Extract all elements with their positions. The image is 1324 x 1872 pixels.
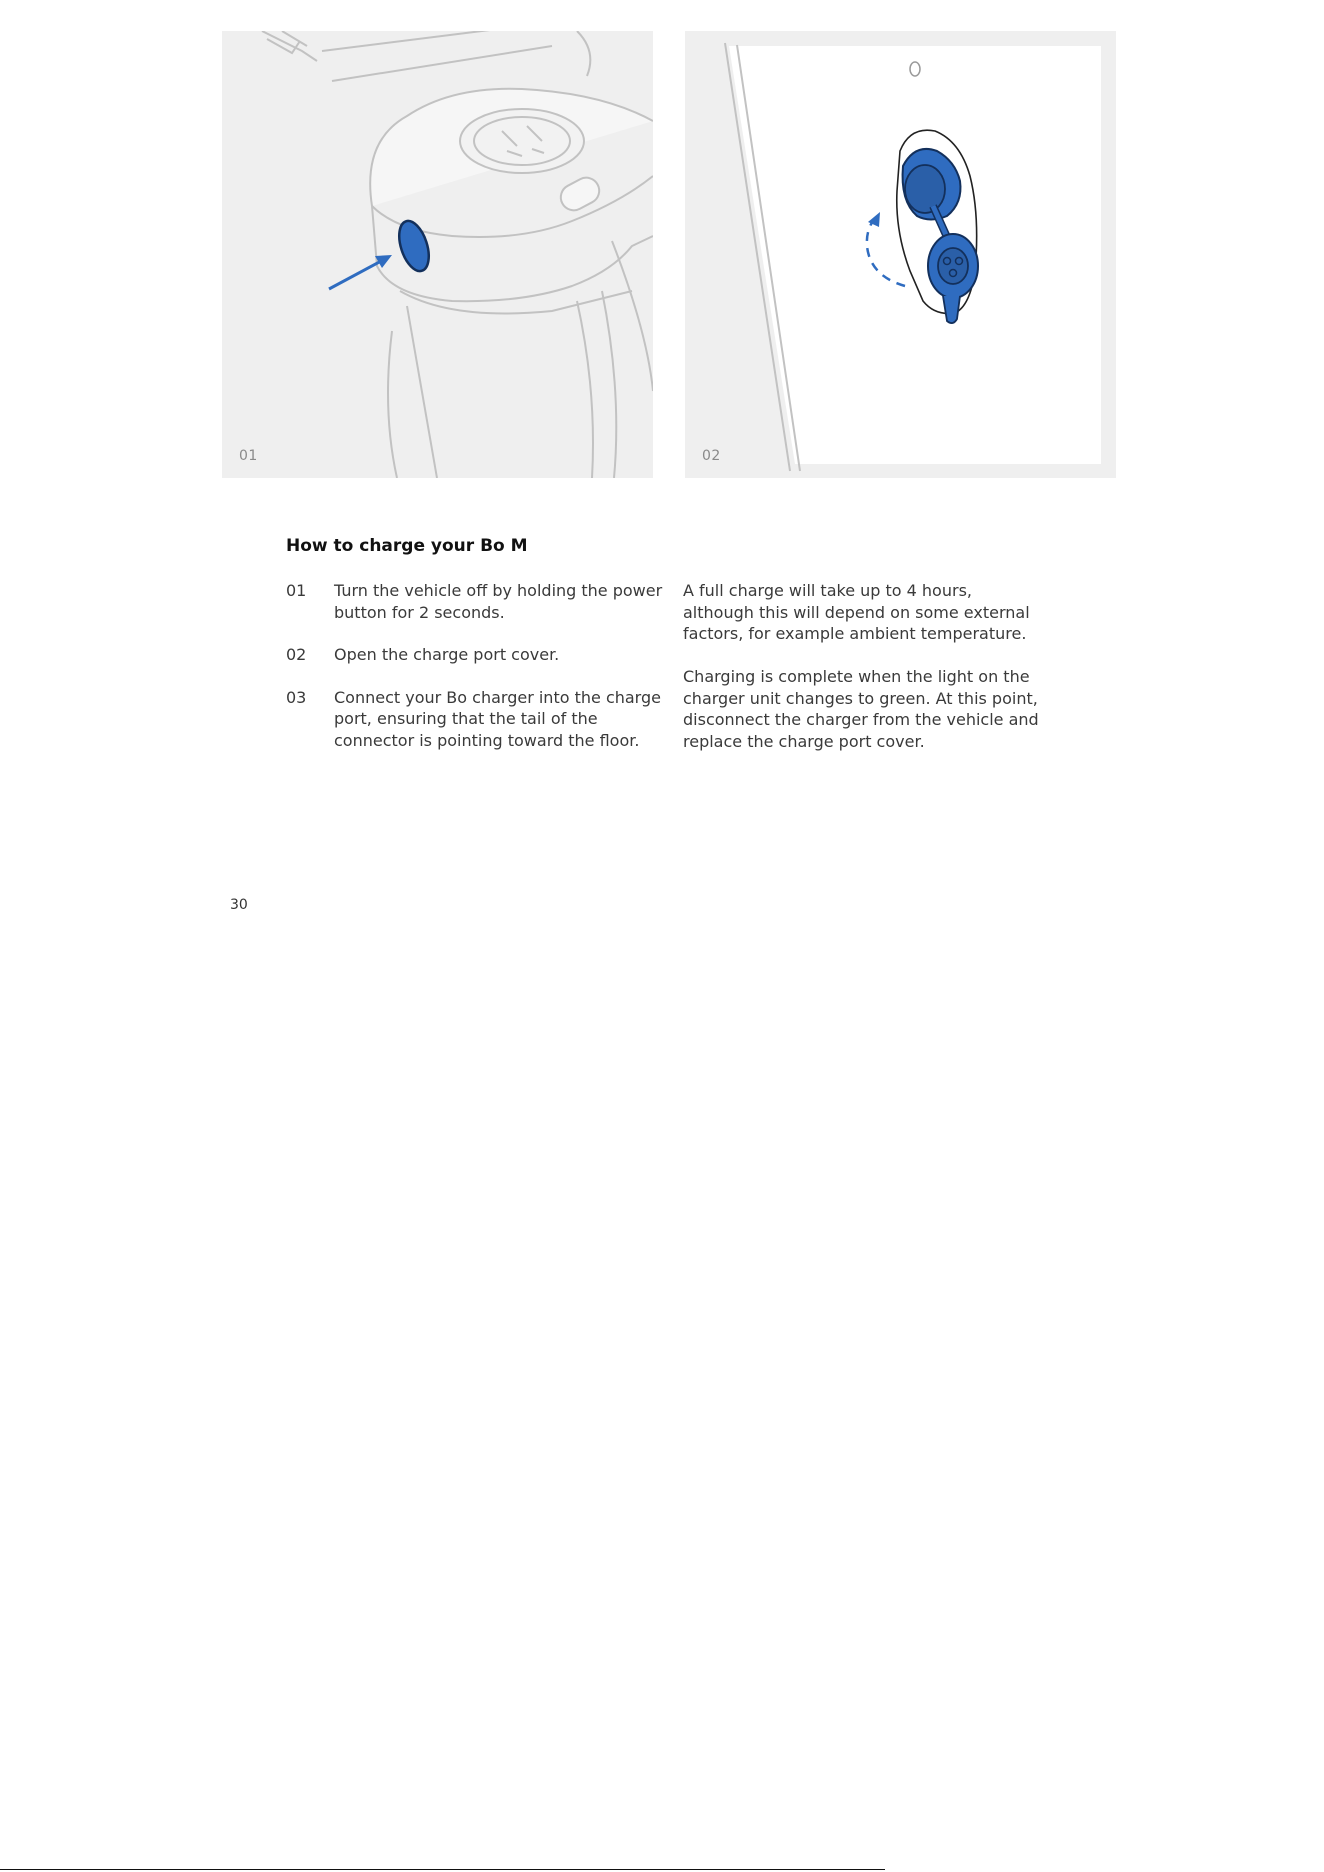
step-item — [286, 644, 676, 666]
figure-01 — [222, 31, 653, 478]
figure-number: 02 — [702, 448, 721, 464]
info-paragraph: Charging is complete when the light on the charger unit changes to green. At this point, disconnect the charger from the vehicle and replace the charge port cover. — [683, 667, 1039, 751]
page-divider — [0, 1869, 885, 1870]
charge-port-illustration — [685, 31, 1116, 478]
arrow-icon — [329, 259, 385, 289]
figure-02 — [685, 31, 1116, 478]
figure-number: 01 — [239, 448, 258, 464]
power-button-highlight — [394, 217, 435, 274]
scooter-stem-illustration — [222, 31, 653, 478]
step-number: 03 — [286, 687, 307, 707]
page-number: 30 — [230, 897, 248, 913]
step-number: 01 — [286, 581, 307, 600]
section-heading: How to charge your Bo M — [286, 536, 528, 556]
steps-list — [286, 580, 676, 772]
step-number: 02 — [286, 645, 307, 664]
step-text: Turn the vehicle off by holding the power button for 2 seconds. — [334, 581, 663, 622]
info-paragraph: A full charge will take up to 4 hours, although this will depend on some external factors, for example ambient temperature. — [683, 581, 1030, 643]
step-item — [286, 687, 676, 752]
step-text: Connect your Bo charger into the charge port, ensuring that the tail of the connector is pointing toward the floor. — [334, 687, 661, 750]
info-column — [683, 580, 1043, 774]
step-item — [286, 580, 676, 623]
step-text: Open the charge port cover. — [334, 645, 560, 664]
